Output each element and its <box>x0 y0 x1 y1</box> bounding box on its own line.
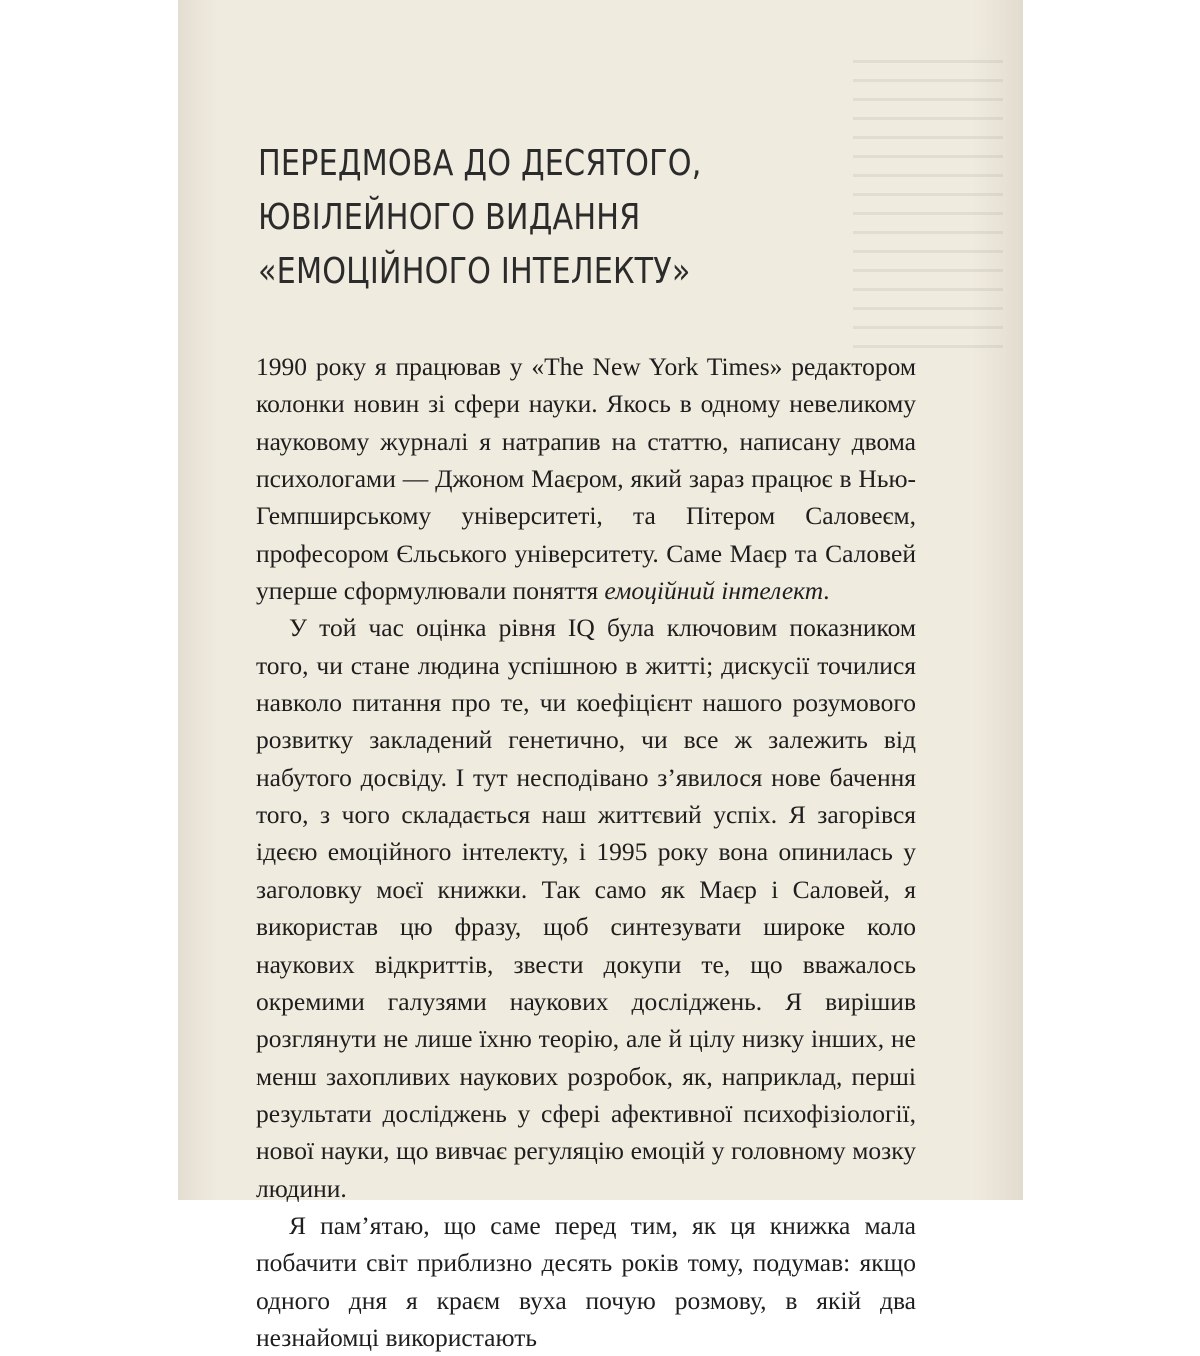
paragraph-1 <box>256 348 916 609</box>
paragraph-3: Я пам’ятаю, що саме перед тим, як ця книжка мала побачити світ приблизно десять років тому, подумав: якщо одного дня я краєм вуха почую розмову, в якій два незнайомці використають <box>256 1210 916 1352</box>
heading-line-3: «ЕМОЦІЙНОГО ІНТЕЛЕКТУ» <box>258 251 691 292</box>
chapter-heading <box>258 137 846 299</box>
book-page <box>178 0 1023 1352</box>
paragraph-1-end: . <box>823 576 830 606</box>
emphasis-term: емоційний інтелект <box>604 576 824 606</box>
body-text <box>256 348 916 1356</box>
paragraph-2: У той час оцінка рівня IQ була ключовим показником того, чи стане людина успішною в житті; дискусії точилися навколо питання про те, чи коефіцієнт нашого розумового розвитку закладений генетично, чи все ж залежить від набутого досвіду. І тут несподівано з’явилося нове бачення того, з чого складається наш життєвий успіх. Я загорівся ідеєю емоційного інтелекту, і 1995 року вона опинилась у заголовку моєї книжки. Так само як Маєр і Саловей, я використав цю фразу, щоб синтезувати широке коло наукових відкриттів, звести докупи те, що вважалось окремими галузями наукових досліджень. Я вирішив розглянути не лише їхню теорію, але й цілу низку інших, не менш захопливих наукових розробок, як, наприклад, перші результати досліджень у сфері афективної психофізіології, нової науки, що вивчає регуляцію емоцій у головному мозку людини. <box>256 613 916 1203</box>
show-through-shadow <box>853 60 1003 360</box>
paragraph-1-text: 1990 року я працював у «The New York Times» редактором колонки новин зі сфери науки. Якось в одному невеликому науковому журналі я натрапив на статтю, написану двома психологами — Джоном Маєром, який зараз працює в Нью-Гемпширському університеті, та Пітером Саловеєм, професором Єльського університету. Саме Маєр та Саловей уперше сформулювали поняття <box>256 352 916 606</box>
heading-line-1: ПЕРЕДМОВА ДО ДЕСЯТОГО, <box>258 143 702 184</box>
heading-line-2: ЮВІЛЕЙНОГО ВИДАННЯ <box>258 197 641 238</box>
